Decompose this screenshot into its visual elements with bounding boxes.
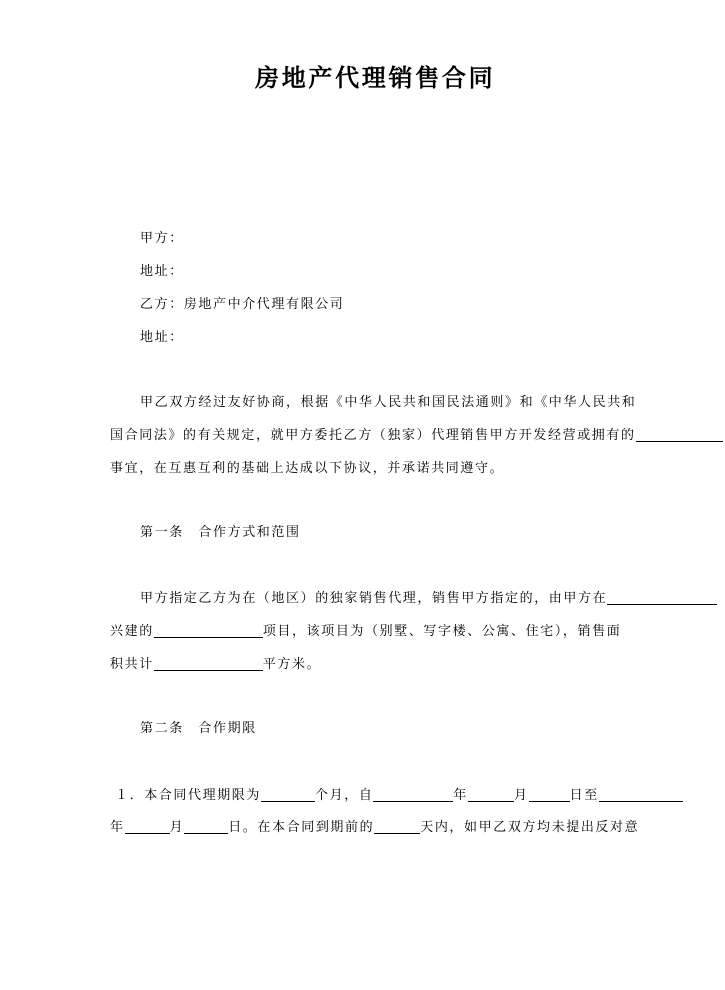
article-1-line-3 — [110, 657, 321, 673]
party-b-text: 乙方：房地产中介代理有限公司 — [140, 297, 345, 312]
preamble-line-2-text: 国合同法》的有关规定，就甲方委托乙方（独家）代理销售甲方开发经营或拥有的 — [110, 428, 636, 443]
blank-line — [374, 833, 420, 834]
preamble-line-1 — [140, 395, 636, 411]
clause-segment: 本合同代理期限为 — [144, 788, 262, 803]
blank-line — [636, 441, 723, 442]
clause-segment: 天内，如甲乙双方均未提出反对意 — [420, 820, 640, 835]
blank-line — [154, 670, 263, 671]
blank-line — [373, 801, 453, 802]
blank-line — [529, 801, 570, 802]
blank-line — [607, 604, 717, 605]
clause-segment: 月 — [514, 788, 529, 803]
preamble-line-1-text: 甲乙双方经过友好协商，根据《中华人民共和国民法通则》和《中华人民共和 — [140, 395, 637, 410]
preamble-line-2 — [110, 428, 723, 444]
clause-segment: 月 — [169, 820, 185, 835]
blank-line — [184, 833, 228, 834]
party-b-label — [140, 297, 344, 313]
article-2-heading-text: 第二条 合作期限 — [140, 721, 257, 736]
article-1-line-3-after: 平方米。 — [262, 657, 322, 672]
clause-segment: 日至 — [569, 788, 599, 803]
article-1-heading — [140, 525, 301, 541]
article-1-line-2 — [110, 624, 621, 640]
preamble-line-3-text: 事宜，在互惠互利的基础上达成以下协议，并承诺共同遵守。 — [110, 461, 505, 476]
clause-1-line-1 — [115, 788, 683, 804]
clause-segment: 个月，自 — [315, 788, 374, 803]
party-b-address-label — [140, 330, 184, 346]
article-1-line-3-before: 积共计 — [110, 657, 154, 672]
party-a-address-label — [140, 264, 184, 280]
article-2-heading — [140, 721, 257, 737]
clause-segment: 日。在本合同到期前的 — [228, 820, 375, 835]
clause-1-number: １． — [115, 788, 145, 803]
blank-line — [468, 801, 514, 802]
blank-line — [599, 801, 683, 802]
clause-segment: 年 — [110, 820, 125, 835]
party-a-address-text: 地址： — [140, 264, 184, 279]
party-b-address-text: 地址： — [140, 330, 184, 345]
clause-1-line-2 — [110, 820, 639, 836]
article-1-line-2-before: 兴建的 — [110, 624, 154, 639]
party-a-text: 甲方： — [140, 231, 184, 246]
party-a-label — [140, 231, 184, 247]
contract-title: 房地产代理销售合同 — [255, 64, 496, 92]
article-1-line-1 — [140, 591, 717, 607]
preamble-line-3 — [110, 461, 504, 477]
blank-line — [261, 801, 315, 802]
blank-line — [154, 637, 263, 638]
blank-line — [125, 833, 170, 834]
clause-segment: 年 — [453, 788, 469, 803]
article-1-line-1-text: 甲方指定乙方为在（地区）的独家销售代理，销售甲方指定的，由甲方在 — [140, 591, 608, 606]
article-1-heading-text: 第一条 合作方式和范围 — [140, 525, 301, 540]
article-1-line-2-after: 项目，该项目为（别墅、写字楼、公寓、住宅），销售面 — [262, 624, 622, 639]
